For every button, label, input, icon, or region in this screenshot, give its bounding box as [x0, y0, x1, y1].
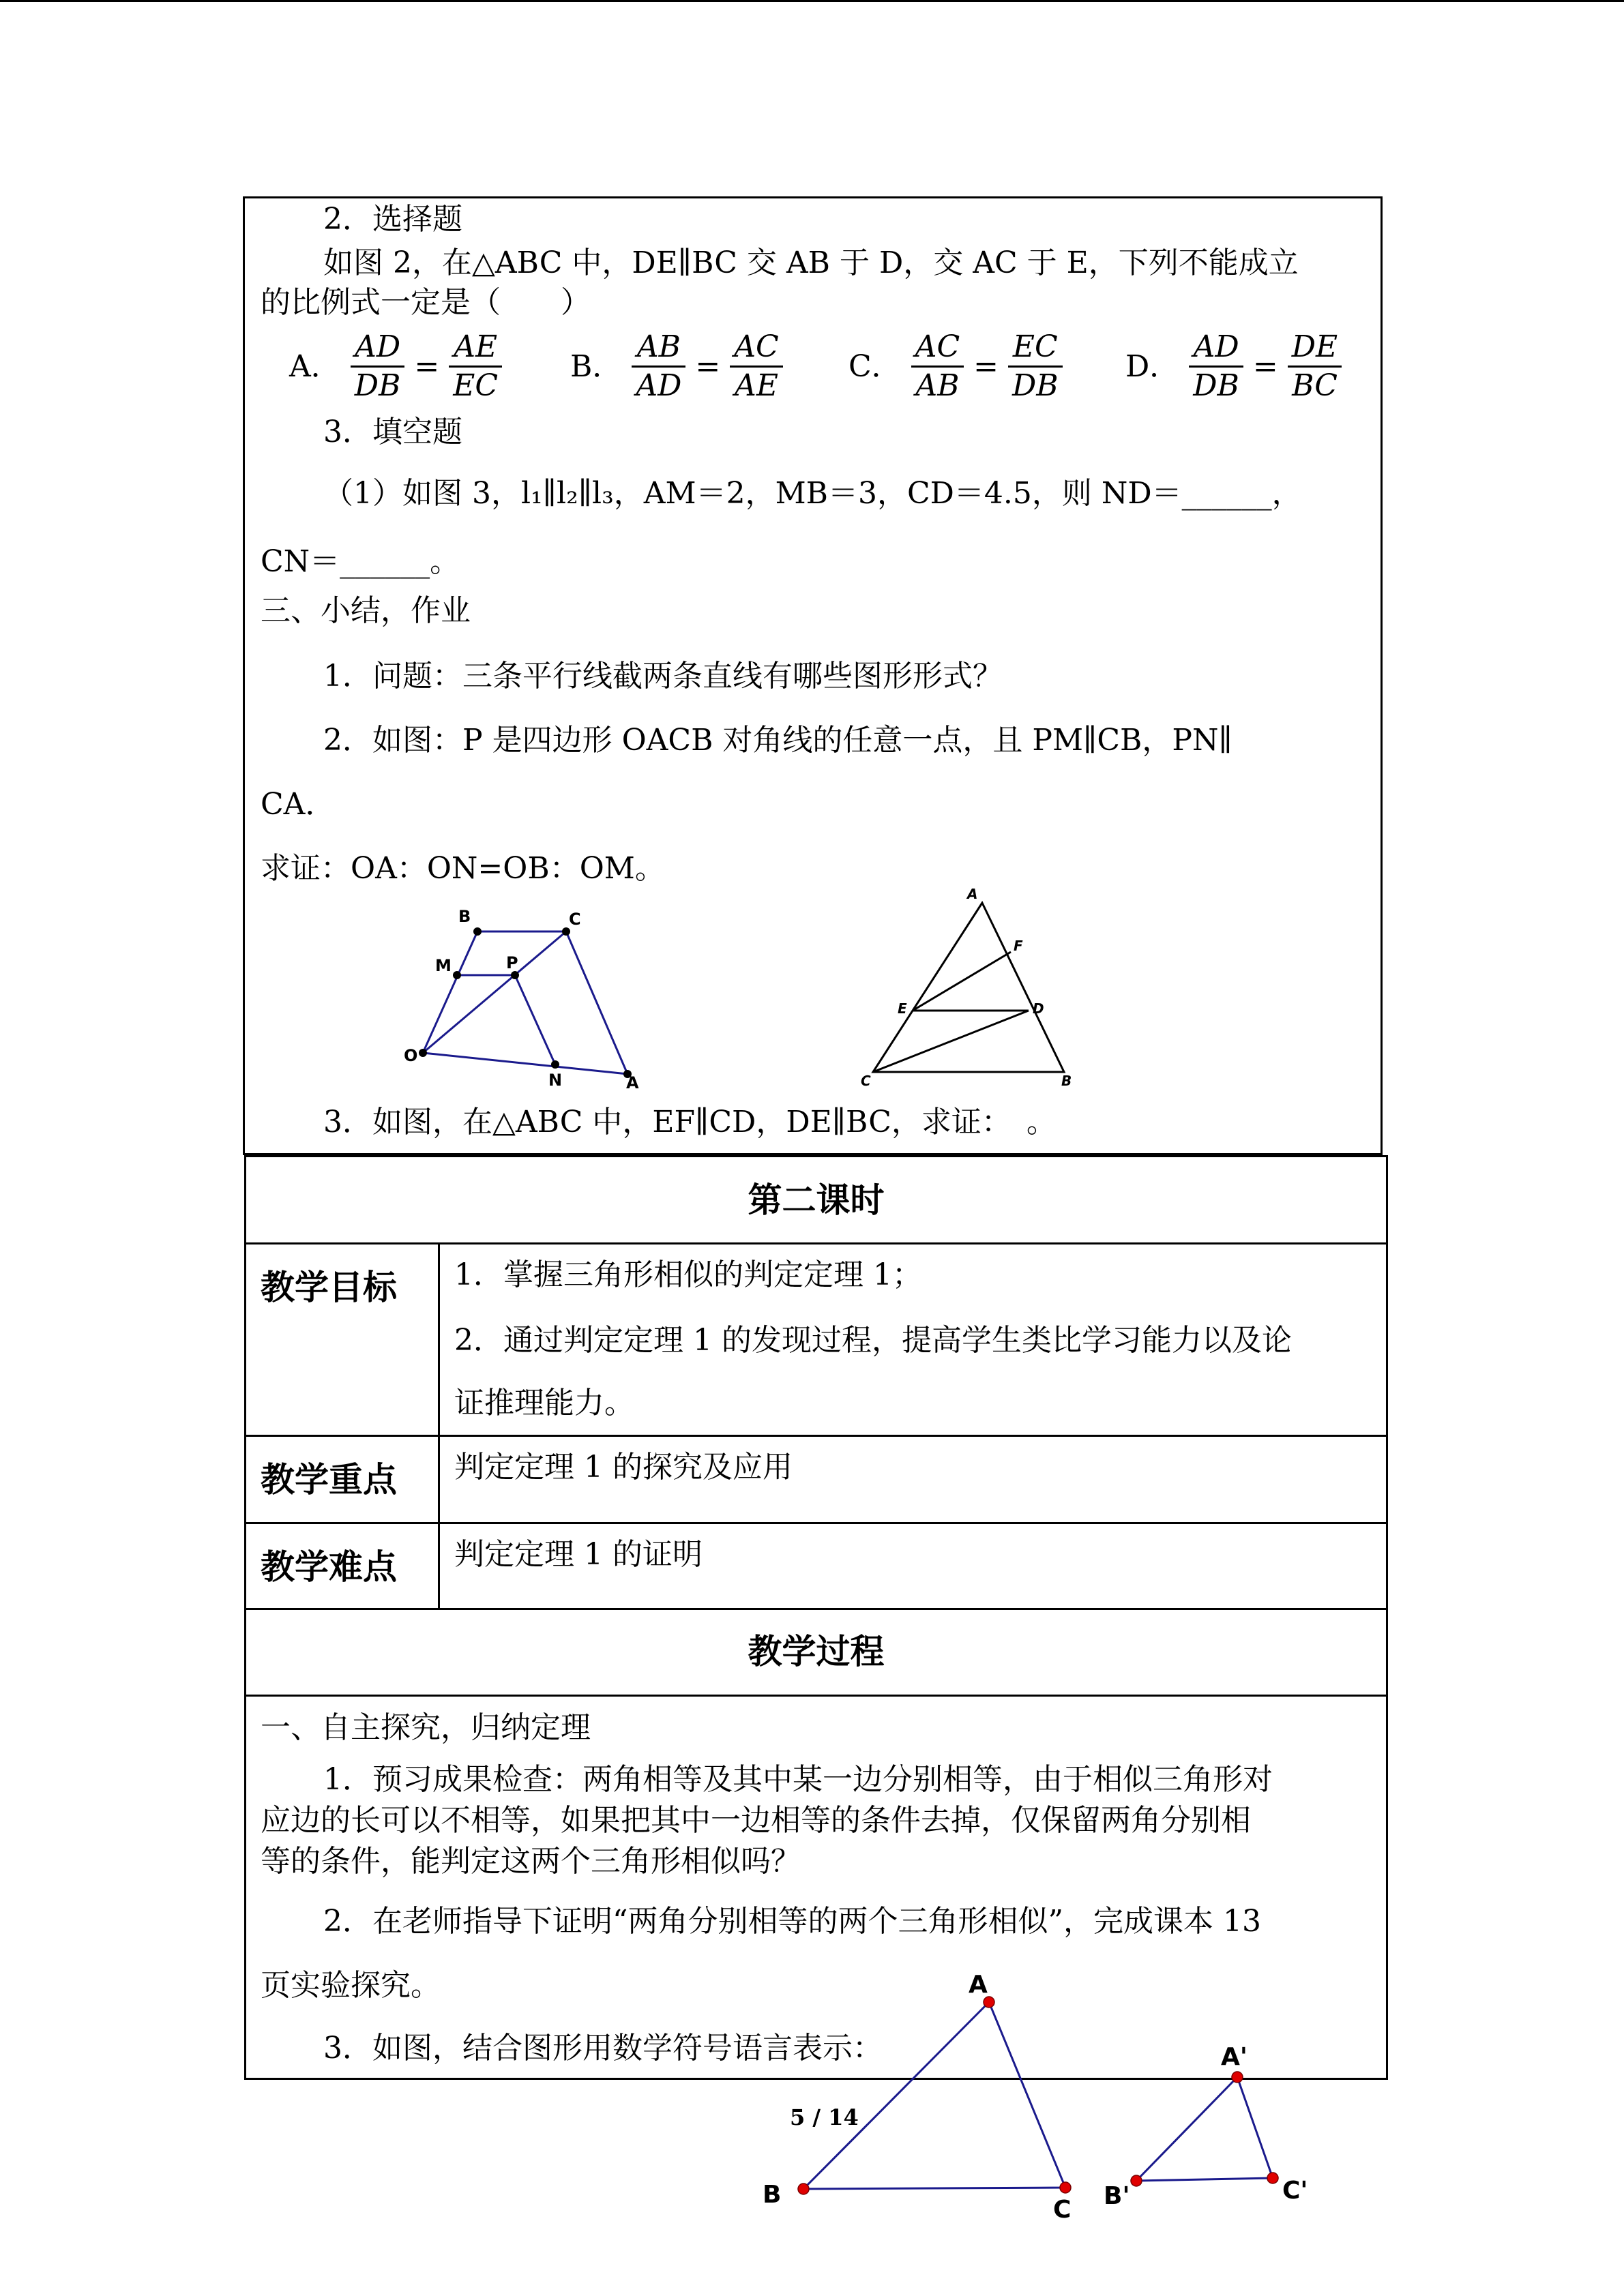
q2-title: 2．选择题	[323, 202, 462, 237]
quadrilateral-figure	[396, 900, 655, 1098]
q2-stem-line1: 如图 2，在△ABC 中，DE∥BC 交 AB 于 D，交 AC 于 E，下列不能成立	[323, 245, 1299, 280]
q3-line1: （1）如图 3，l₁∥l₂∥l₃，AM＝2，MB＝3，CD＝4.5，则 ND＝______，	[323, 476, 1302, 511]
difficulty-text: 判定定理 1 的证明	[454, 1537, 703, 1572]
process-1-line2: 应边的长可以不相等，如果把其中一边相等的条件去掉，仅保留两角分别相	[261, 1803, 1251, 1838]
fig3-label-a: A	[969, 1971, 988, 1999]
lesson-title: 第二课时	[748, 1180, 885, 1220]
goal-label: 教学目标	[261, 1268, 397, 1307]
q2-stem-line2: 的比例式一定是（ ）	[261, 285, 591, 320]
homework-2-line2: CA．	[261, 787, 336, 822]
fig2-label-e: E	[898, 1000, 907, 1017]
fig2-label-a: A	[967, 886, 978, 902]
fig2-label-d: D	[1033, 1000, 1044, 1017]
fig1-label-n: N	[548, 1071, 563, 1090]
fig1-label-c: C	[569, 910, 581, 929]
top-border	[0, 0, 1624, 2]
fig3-label-c-prime: C'	[1282, 2177, 1308, 2205]
process-2-line1: 2．在老师指导下证明“两角分别相等的两个三角形相似”，完成课本 13	[323, 1904, 1261, 1939]
q3-line2: CN＝______。	[261, 544, 460, 579]
fig2-label-c: C	[861, 1073, 871, 1089]
process-title: 教学过程	[748, 1632, 885, 1671]
key-point-text: 判定定理 1 的探究及应用	[454, 1450, 793, 1485]
option-d: D． $\frac{AD}{DB}$ = $\frac{DE}{BC}$	[1125, 329, 1342, 404]
homework-3: 3．如图，在△ABC 中，EF∥CD，DE∥BC，求证： 。	[323, 1105, 1057, 1139]
fig1-label-m: M	[435, 956, 452, 975]
process-3: 3．如图，结合图形用数学符号语言表示：	[323, 2031, 883, 2066]
option-a: A． $\frac{AD}{DB}$ = $\frac{AE}{EC}$	[289, 329, 502, 404]
process-1-line1: 1．预习成果检查：两角相等及其中某一边分别相等，由于相似三角形对	[323, 1762, 1273, 1797]
fig2-label-b: B	[1061, 1073, 1072, 1089]
fig1-label-p: P	[506, 953, 518, 972]
fig3-label-a-prime: A'	[1221, 2043, 1247, 2071]
similar-triangles-figure	[750, 1964, 1337, 2223]
goal-2-line1: 2．通过判定定理 1 的发现过程，提高学生类比学习能力以及论	[454, 1323, 1292, 1358]
goal-2-line2: 证推理能力。	[454, 1386, 634, 1420]
option-b: B． $\frac{AB}{AD}$ = $\frac{AC}{AE}$	[570, 329, 783, 404]
option-c: C． $\frac{AC}{AB}$ = $\frac{EC}{DB}$	[848, 329, 1063, 404]
fig2-label-f: F	[1014, 938, 1023, 954]
process-2-line2: 页实验探究。	[261, 1968, 441, 2003]
fig1-label-a: A	[626, 1073, 639, 1092]
homework-1: 1．问题：三条平行线截两条直线有哪些图形形式？	[323, 659, 1003, 694]
fig3-label-b-prime: B'	[1104, 2182, 1130, 2210]
goal-1: 1．掌握三角形相似的判定定理 1；	[454, 1257, 922, 1292]
page-number: 5 / 14	[790, 2104, 859, 2130]
process-1-line3: 等的条件，能判定这两个三角形相似吗？	[261, 1844, 801, 1879]
fig3-label-b: B	[763, 2181, 782, 2209]
fig1-label-o: O	[404, 1046, 418, 1065]
difficulty-label: 教学难点	[261, 1547, 397, 1587]
process-heading: 一、自主探究，归纳定理	[261, 1710, 591, 1745]
homework-2-line3: 求证：OA：ON=OB：OM。	[261, 851, 665, 886]
triangle-parallels-figure	[853, 886, 1098, 1098]
fig1-label-b: B	[458, 907, 471, 926]
summary-title: 三、小结，作业	[261, 593, 471, 628]
key-point-label: 教学重点	[261, 1460, 397, 1500]
homework-2-line1: 2．如图：P 是四边形 OACB 对角线的任意一点，且 PM∥CB，PN∥	[323, 723, 1232, 758]
fig3-label-c: C	[1053, 2196, 1072, 2223]
q3-title: 3．填空题	[323, 415, 462, 449]
